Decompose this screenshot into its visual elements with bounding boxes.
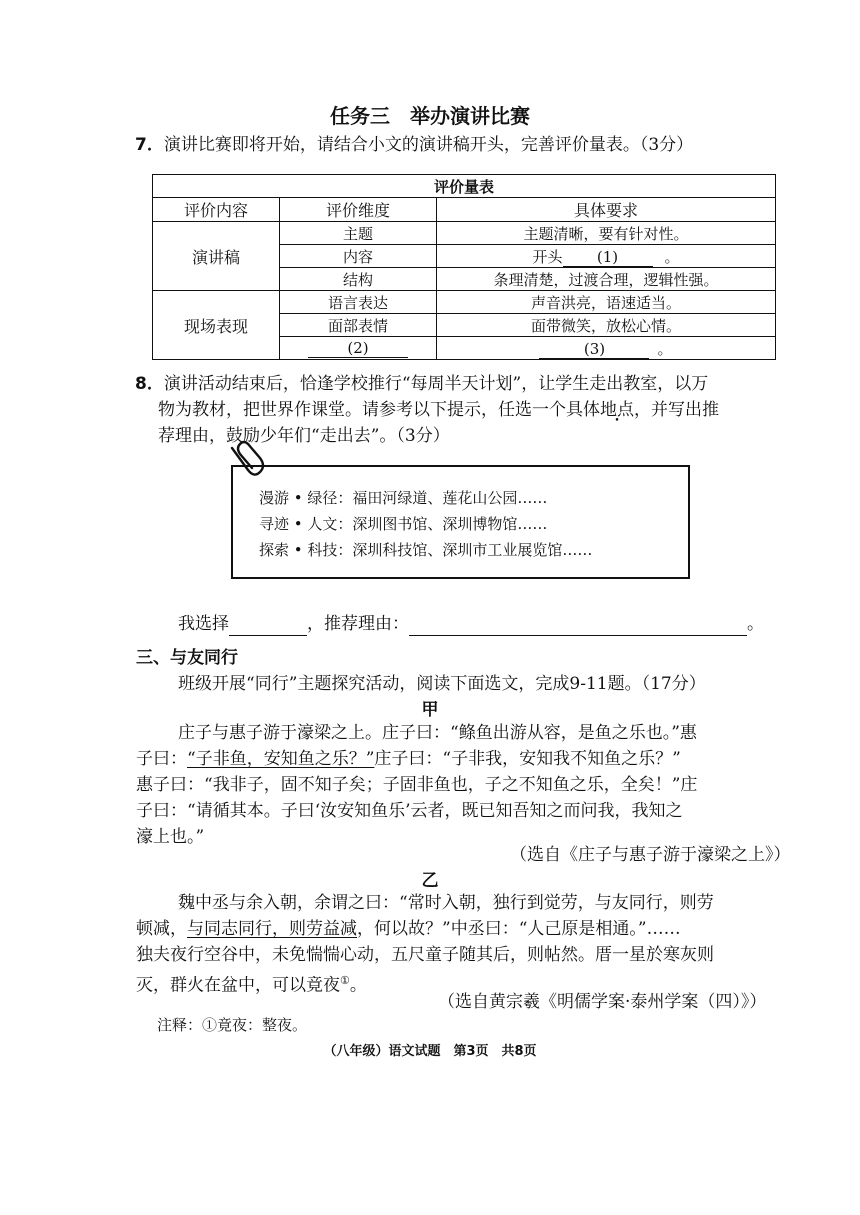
req-suffix: 。 xyxy=(657,339,673,358)
tip-nature: 漫游 • 绿径：福田河绿道、莲花山公园…… xyxy=(259,489,548,507)
reason-blank[interactable] xyxy=(409,615,747,636)
blank-2[interactable]: (2) xyxy=(308,339,408,358)
q8-text-1: 演讲活动结束后，恰逢学校推行“每周半天计划”，让学生走出教室，以万 xyxy=(163,374,709,394)
tips-box xyxy=(231,465,690,579)
rubric-group-performance: 现场表现 xyxy=(153,291,280,360)
part3-title: 三、与友同行 xyxy=(136,648,238,668)
jia-line-2 xyxy=(136,747,681,771)
q8-text-2a: 物为教材，把世界作课堂。请参考以下提示，任选一个具体 xyxy=(158,400,600,420)
blank-1[interactable]: (1) xyxy=(563,248,653,267)
rubric-req xyxy=(437,245,776,268)
jia-line-5: 濠上也。” xyxy=(136,827,205,847)
req-prefix: 开头 xyxy=(532,247,563,266)
jia-line-3: 惠子曰：“我非子，固不知子矣；子固非鱼也，子之不知鱼之乐，全矣！”庄 xyxy=(136,775,698,795)
jia-line-1: 庄子与惠子游于濠梁之上。庄子曰：“鲦鱼出游从容，是鱼之乐也。”惠 xyxy=(178,723,697,743)
rubric-header-content: 评价内容 xyxy=(153,198,280,222)
rubric-table xyxy=(152,174,776,360)
q8-number: 8． xyxy=(135,374,164,394)
q7-line xyxy=(135,133,693,157)
jia-source: （选自《庄子与惠子游于濠梁之上》） xyxy=(510,845,791,865)
blank-3[interactable]: (3) xyxy=(539,340,649,359)
page-footer: （八年级）语文试题 第3页 共8页 xyxy=(323,1044,537,1059)
q8-line-1 xyxy=(135,372,708,396)
part3-intro: 班级开展“同行”主题探究活动，阅读下面选文，完成9-11题。（17分） xyxy=(178,674,706,694)
passage-jia-label: 甲 xyxy=(421,700,439,720)
jia-underlined: “子非鱼，安知鱼之乐？” xyxy=(187,749,375,769)
rubric-group-speech: 演讲稿 xyxy=(153,222,280,291)
answer-label: 我选择 xyxy=(178,614,229,634)
rubric-dim: 主题 xyxy=(280,222,437,245)
q8-line-2 xyxy=(158,398,719,422)
tip-culture: 寻迹 • 人文：深圳图书馆、深圳博物馆…… xyxy=(259,515,548,533)
passage-yi-label: 乙 xyxy=(421,871,439,891)
q7-number: 7． xyxy=(135,135,164,155)
rubric-caption: 评价量表 xyxy=(153,175,776,198)
rubric-header-dimension: 评价维度 xyxy=(280,198,437,222)
rubric-dim: 结构 xyxy=(280,268,437,291)
rubric-dim: 面部表情 xyxy=(280,314,437,337)
tip-technology: 探索 • 科技：深圳科技馆、深圳市工业展览馆…… xyxy=(259,541,593,559)
rubric-req: 声音洪亮，语速适当。 xyxy=(437,291,776,314)
rubric-req: 面带微笑，放松心情。 xyxy=(437,314,776,337)
q8-line-3: 荐理由，鼓励少年们“走出去”。（3分） xyxy=(158,426,450,446)
footnote: 注释：①竟夜：整夜。 xyxy=(157,1016,308,1034)
q8-answer-line xyxy=(178,612,764,636)
yi-line-2 xyxy=(136,917,681,941)
yi-line-3: 独夫夜行空谷中，未免惴惴心动，五尺童子随其后，则帖然。厝一星於寒灰则 xyxy=(136,945,714,965)
q7-text: 演讲比赛即将开始，请结合小文的演讲稿开头，完善评价量表。（3分） xyxy=(163,135,694,155)
req-suffix: 。 xyxy=(664,247,680,266)
yi-source: （选自黄宗羲《明儒学案·泰州学案（四）》） xyxy=(438,992,767,1012)
answer-end: 。 xyxy=(747,614,764,634)
yi-4-end: 。 xyxy=(349,975,367,996)
yi-2b: ，何以故？”中丞曰：“人己原是相通。”…… xyxy=(357,919,681,939)
table-row xyxy=(153,222,776,245)
q8-emphasis: 地点 xyxy=(600,400,634,420)
task3-title: 任务三 举办演讲比赛 xyxy=(330,104,530,128)
yi-4: 灭，群火在盆中，可以竟夜 xyxy=(136,975,340,996)
yi-2a: 顿减， xyxy=(136,919,187,939)
rubric-req xyxy=(437,337,776,360)
jia-line-4: 子曰：“请循其本。子曰‘汝安知鱼乐’云者，既已知吾知之而问我，我知之 xyxy=(136,801,683,821)
rubric-req: 条理清楚，过渡合理，逻辑性强。 xyxy=(437,268,776,291)
rubric-header-requirement: 具体要求 xyxy=(437,198,776,222)
rubric-req: 主题清晰，要有针对性。 xyxy=(437,222,776,245)
rubric-dim xyxy=(280,337,437,360)
yi-line-1: 魏中丞与余入朝，余谓之曰：“常时入朝，独行到觉劳，与友同行，则劳 xyxy=(178,893,714,913)
yi-line-4 xyxy=(136,969,367,998)
rubric-dim: 内容 xyxy=(280,245,437,268)
footnote-marker: ① xyxy=(340,974,350,987)
q8-text-2b: ，并写出推 xyxy=(634,400,719,420)
jia-2a: 子曰： xyxy=(136,749,187,769)
jia-2b: 庄子曰：“子非我，安知我不知鱼之乐？” xyxy=(374,749,681,769)
answer-mid: ，推荐理由： xyxy=(307,614,409,634)
rubric-dim: 语言表达 xyxy=(280,291,437,314)
yi-underlined: 与同志同行，则劳益减 xyxy=(187,919,357,939)
choice-blank[interactable] xyxy=(229,615,307,636)
table-row xyxy=(153,291,776,314)
